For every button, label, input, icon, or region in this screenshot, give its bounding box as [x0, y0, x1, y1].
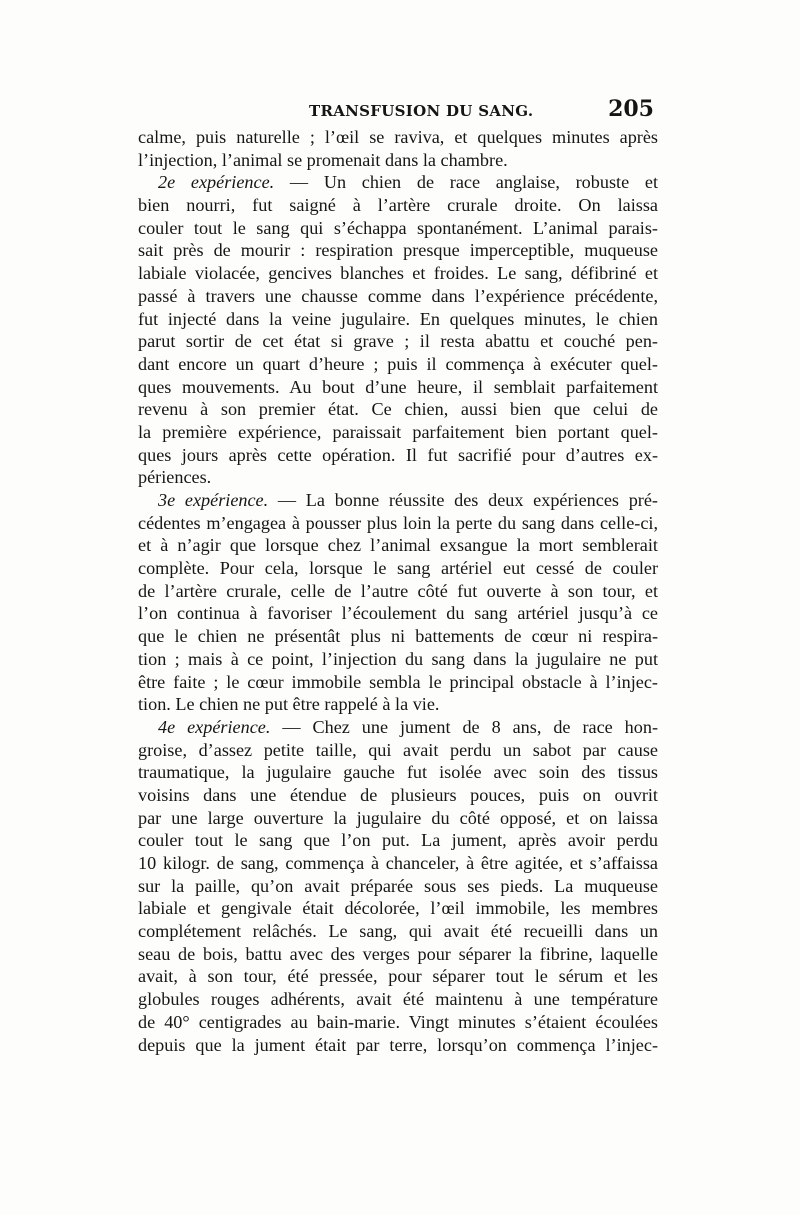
text-line	[138, 353, 658, 376]
line-text: complète. Pour cela, lorsque le sang artériel eut cessé de couler	[138, 558, 658, 579]
text-line	[138, 693, 658, 716]
line-text: calme, puis naturelle ; l’œil se raviva, et quelques minutes après	[138, 127, 658, 147]
text-line	[138, 217, 658, 240]
line-text: tion ; mais à ce point, l’injection du sang dans la jugulaire ne put	[138, 648, 658, 669]
text-line	[138, 171, 658, 194]
text-line	[138, 897, 658, 920]
running-title: TRANSFUSION DU SANG.	[309, 102, 534, 120]
text-line	[138, 512, 658, 535]
line-text: avait, à son tour, été pressée, pour séparer tout le sérum et les	[138, 966, 658, 987]
line-text: bien nourri, fut saigné à l’artère crurale droite. On laissa	[138, 195, 658, 216]
text-line	[138, 920, 658, 943]
line-text: traumatique, la jugulaire gauche fut isolée avec soin des tissus	[138, 762, 658, 783]
text-line	[138, 534, 658, 557]
line-text: périences.	[138, 467, 212, 488]
line-text: ques jours après cette opération. Il fut sacrifié pour d’autres ex-	[138, 444, 658, 465]
line-text: être faite ; le cœur immobile sembla le principal obstacle à l’injec-	[138, 671, 658, 692]
line-text: sait près de mourir : respiration presque imperceptible, muqueuse	[138, 240, 658, 261]
line-text: passé à travers une chausse comme dans l’expérience précédente,	[138, 285, 658, 306]
line-text: ques mouvements. Au bout d’une heure, il semblait parfaitement	[138, 376, 658, 397]
text-line	[138, 376, 658, 399]
experiment-heading: 3e expérience.	[158, 490, 269, 510]
text-line	[138, 829, 658, 852]
line-text: cédentes m’engagea à pousser plus loin la perte du sang dans celle-ci,	[138, 512, 658, 533]
text-line	[138, 602, 658, 625]
text-line	[138, 1011, 658, 1034]
text-line	[138, 126, 658, 149]
text-line	[138, 1034, 658, 1057]
line-text: sur la paille, qu’on avait préparée sous ses pieds. La muqueuse	[138, 875, 658, 896]
line-text: — La bonne réussite des deux expériences pré-	[268, 490, 658, 510]
body-text	[138, 126, 658, 1056]
line-text: revenu à son premier état. Ce chien, aussi bien que celui de	[138, 399, 658, 420]
text-line	[138, 285, 658, 308]
line-text: voisins dans une étendue de plusieurs pouces, puis on ouvrit	[138, 784, 658, 805]
text-line	[138, 625, 658, 648]
text-line	[138, 330, 658, 353]
text-line	[138, 648, 658, 671]
text-line	[138, 716, 658, 739]
text-line	[138, 739, 658, 762]
line-text: de l’artère crurale, celle de l’autre côté fut ouverte à son tour, et	[138, 580, 658, 601]
text-line	[138, 466, 658, 489]
line-text: labiale et gengivale était décolorée, l’œil immobile, les membres	[138, 898, 658, 919]
line-text: dant encore un quart d’heure ; puis il commença à exécuter quel-	[138, 353, 658, 374]
page-number: 205	[608, 96, 654, 122]
text-line	[138, 557, 658, 580]
line-text: que le chien ne présentât plus ni battements de cœur ni respira-	[138, 626, 658, 647]
text-line	[138, 671, 658, 694]
line-text: seau de bois, battu avec des verges pour séparer la fibrine, laquelle	[138, 943, 658, 964]
text-line	[138, 398, 658, 421]
line-text: labiale violacée, gencives blanches et froides. Le sang, défibriné et	[138, 263, 658, 284]
text-line	[138, 149, 658, 172]
text-line	[138, 852, 658, 875]
line-text: parut sortir de cet état si grave ; il resta abattu et couché pen-	[138, 331, 658, 352]
text-line	[138, 965, 658, 988]
page-header	[138, 96, 658, 126]
line-text: fut injecté dans la veine jugulaire. En quelques minutes, le chien	[138, 308, 658, 329]
text-line	[138, 308, 658, 331]
line-text: couler tout le sang que l’on put. La jument, après avoir perdu	[138, 830, 658, 851]
text-line	[138, 988, 658, 1011]
text-line	[138, 444, 658, 467]
experiment-heading: 2e expérience.	[158, 172, 275, 193]
line-text: 10 kilogr. de sang, commença à chanceler, à être agitée, et s’affaissa	[138, 853, 658, 873]
line-text: par une large ouverture la jugulaire du côté opposé, et on laissa	[138, 807, 658, 828]
line-text: tion. Le chien ne put être rappelé à la vie.	[138, 694, 440, 715]
line-text: la première expérience, paraissait parfaitement bien portant quel-	[138, 421, 658, 442]
line-text: l’on continua à favoriser l’écoulement du sang artériel jusqu’à ce	[138, 603, 658, 624]
line-text: depuis que la jument était par terre, lorsqu’on commença l’injec-	[138, 1034, 658, 1055]
line-text: et à n’agir que lorsque chez l’animal exsangue la mort semblerait	[138, 535, 658, 556]
line-text: l’injection, l’animal se promenait dans la chambre.	[138, 149, 508, 170]
experiment-heading: 4e expérience.	[158, 716, 271, 737]
text-line	[138, 761, 658, 784]
text-line	[138, 421, 658, 444]
text-line	[138, 580, 658, 603]
line-text: complétement relâchés. Le sang, qui avait été recueilli dans un	[138, 921, 658, 942]
line-text: de 40° centigrades au bain-marie. Vingt minutes s’étaient écoulées	[138, 1011, 658, 1032]
line-text: couler tout le sang qui s’échappa spontanément. L’animal parais-	[138, 217, 658, 238]
text-line	[138, 784, 658, 807]
line-text: groise, d’assez petite taille, qui avait perdu un sabot par cause	[138, 739, 658, 760]
line-text: globules rouges adhérents, avait été maintenu à une température	[138, 989, 658, 1010]
text-line	[138, 489, 658, 512]
text-line	[138, 239, 658, 262]
line-text: — Un chien de race anglaise, robuste et	[274, 172, 658, 193]
line-text: — Chez une jument de 8 ans, de race hon-	[270, 716, 658, 737]
text-line	[138, 194, 658, 217]
text-line	[138, 807, 658, 830]
text-line	[138, 262, 658, 285]
text-line	[138, 875, 658, 898]
text-line	[138, 943, 658, 966]
